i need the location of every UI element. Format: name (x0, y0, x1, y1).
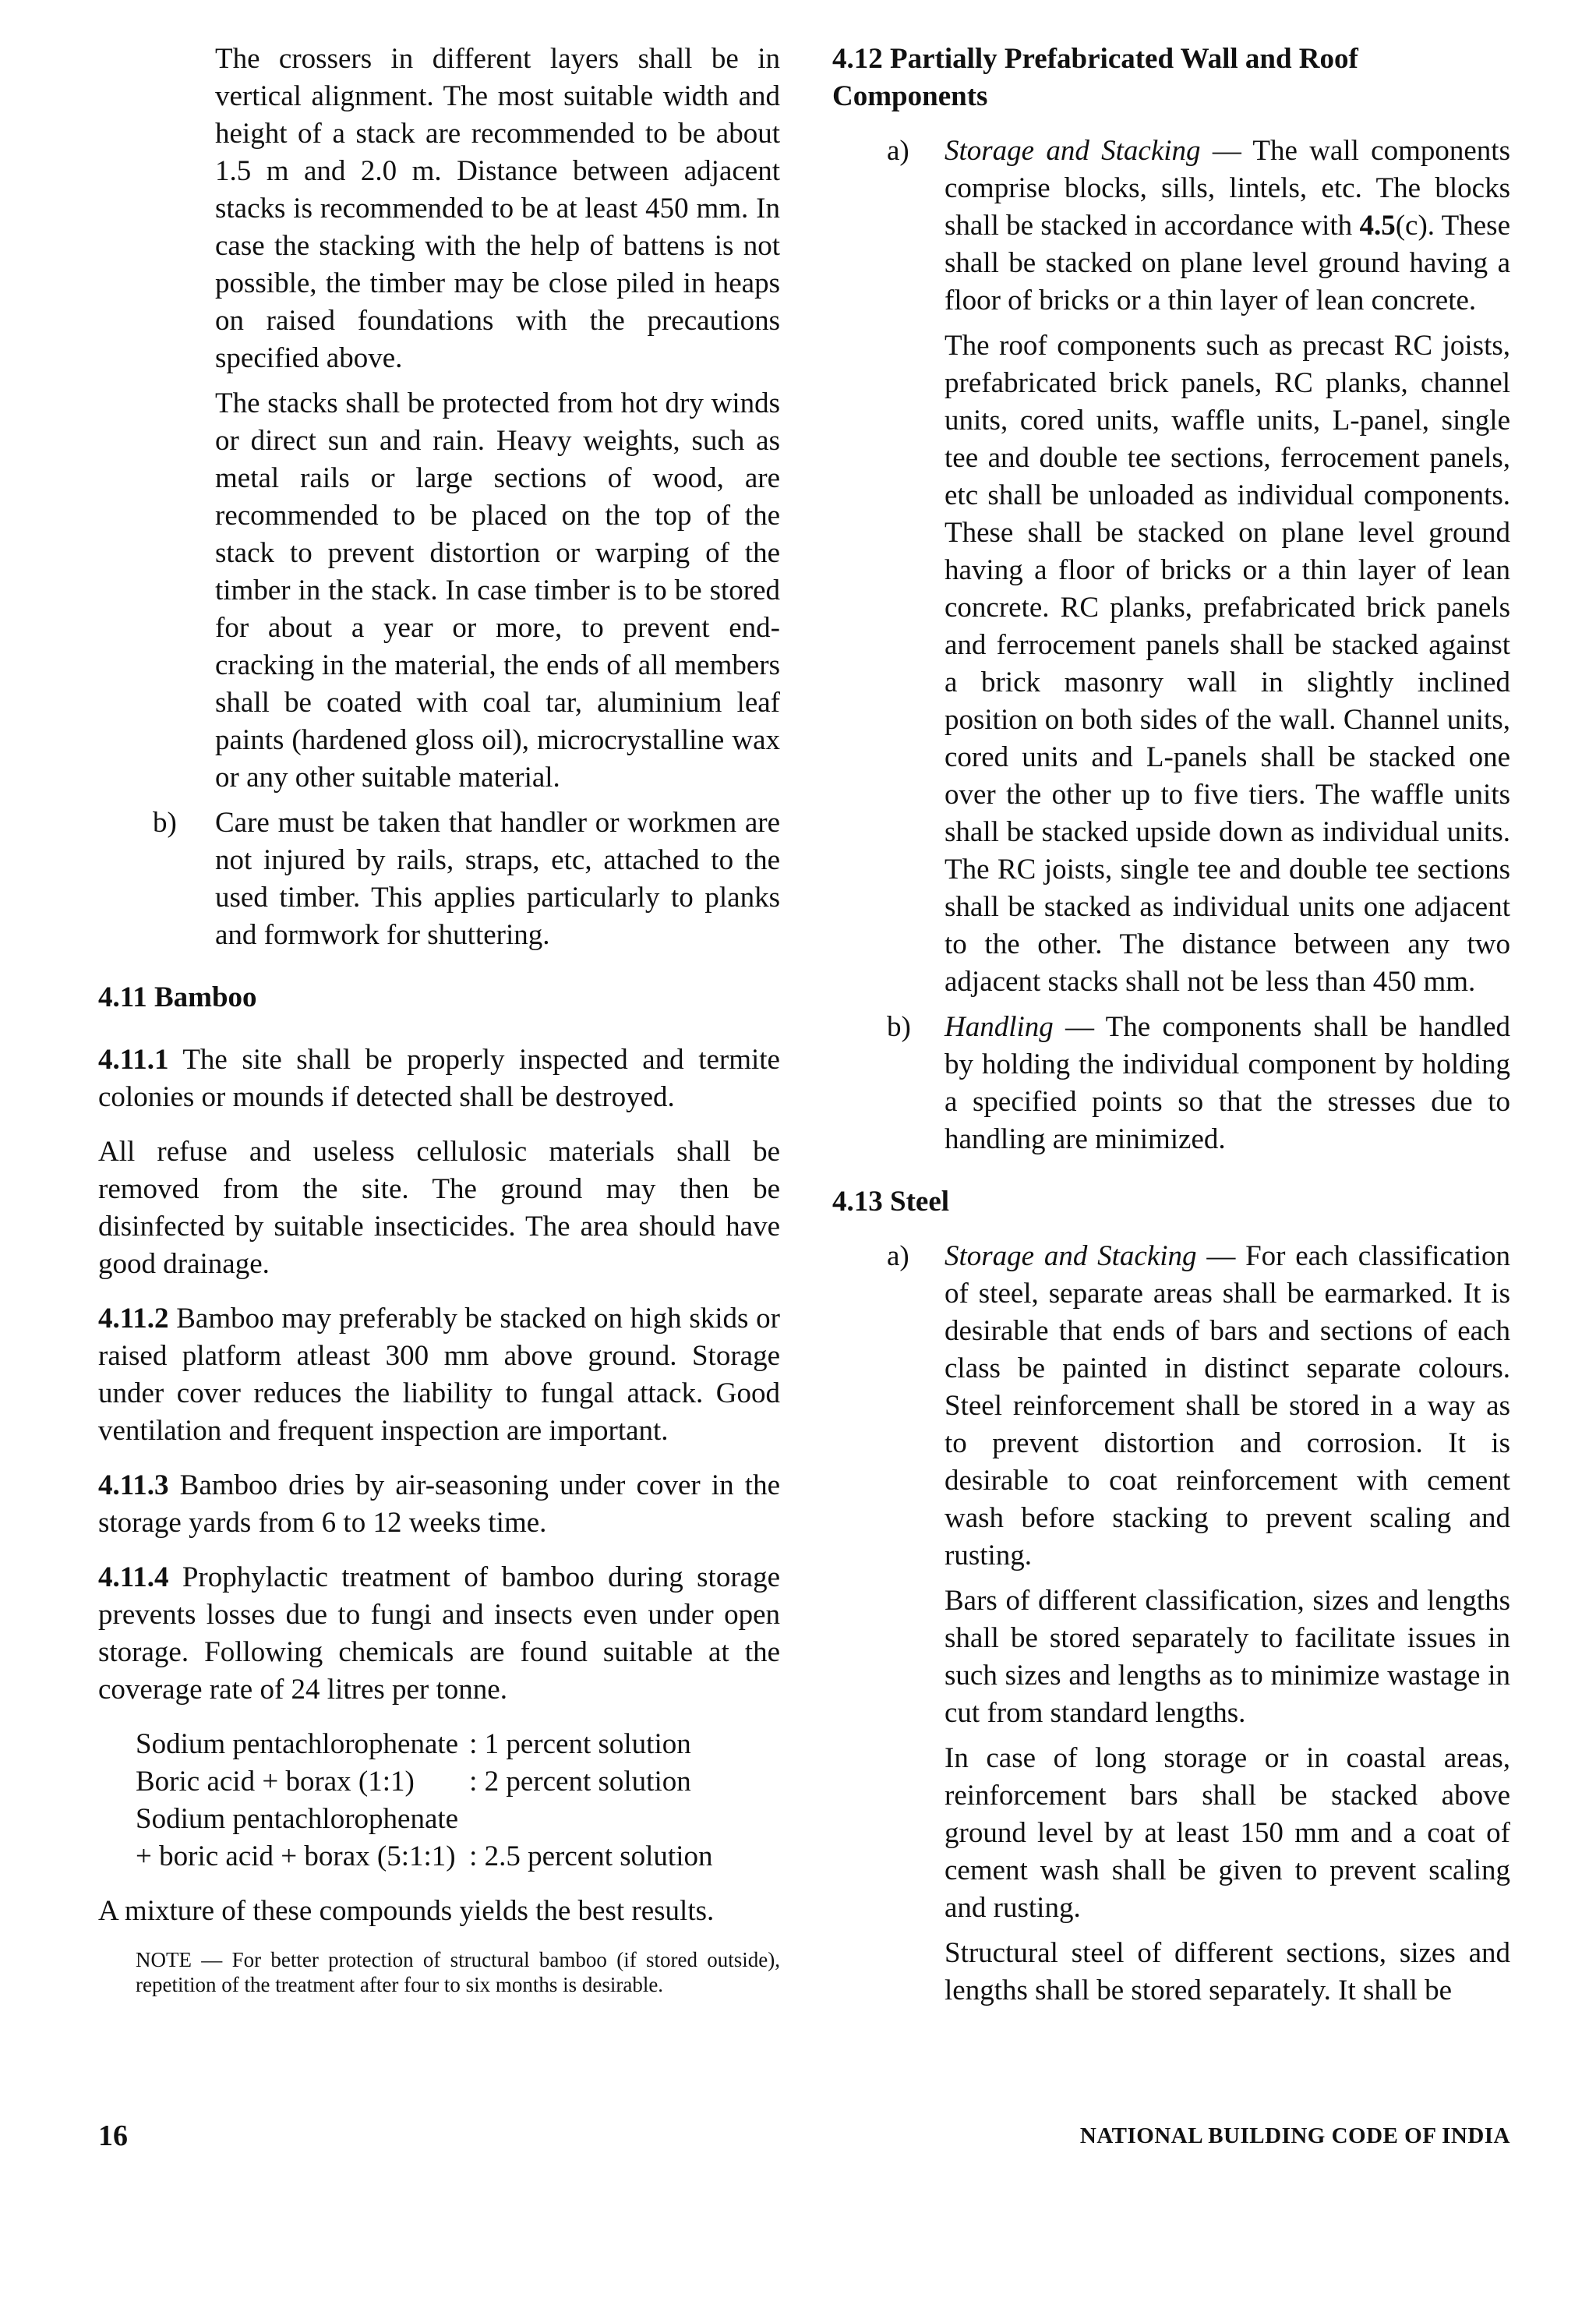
clause-4-11-2 (98, 1300, 780, 1450)
item-text: — The components shall be handled by holding the individual component by holding a specified points so that the stresses due to handling are minimized. (945, 1011, 1510, 1155)
clause-4-11-3 (98, 1467, 780, 1542)
page-number: 16 (98, 2119, 128, 2152)
footer-title: NATIONAL BUILDING CODE OF INDIA (1079, 2123, 1510, 2148)
clause-number: 4.11.3 (98, 1469, 169, 1501)
chemical-name: Boric acid + borax (1:1) (136, 1766, 415, 1798)
list-item-a-steel (832, 1238, 1510, 1575)
left-column (98, 41, 780, 1997)
list-label-b: b) (887, 1011, 911, 1043)
item-text-cont: (c). These shall be stacked on plane level ground having a floor of bricks or a thin layer of lean concrete. (945, 210, 1510, 316)
paragraph-bars: Bars of different classification, sizes and lengths shall be stored separately to facilitate issues in such sizes and lengths as to minimize wastage in cut from standard lengths. (945, 1585, 1510, 1729)
item-title: Storage and Stacking (945, 135, 1201, 167)
clause-number: 4.11.2 (98, 1303, 169, 1335)
list-label-a: a) (887, 135, 909, 167)
clause-number: 4.11.4 (98, 1561, 169, 1593)
paragraph-long-storage: In case of long storage or in coastal areas, reinforcement bars shall be stacked above ground level by at least 150 mm and a coat of cement wash shall be given to prevent scaling and rusting. (945, 1742, 1510, 1924)
chemical-row (136, 1726, 712, 1763)
list-text-b (945, 1009, 1510, 1158)
list-label-b: b) (153, 807, 177, 839)
chemical-value: : 2.5 percent solution (469, 1840, 713, 1872)
chemical-name: Sodium pentachlorophenate (136, 1803, 459, 1835)
chemical-row (136, 1801, 712, 1838)
paragraph-roof: The roof components such as precast RC joists, prefabricated brick panels, RC planks, channel units, cored units, waffle units, L-panel, single tee and double tee sections, ferrocement panels, etc shall be unloaded as individual components. These shall be stacked on plane level ground having a floor of bricks or a thin layer of lean concrete. RC planks, prefabricated brick panels and ferrocement panels shall be stacked against a brick masonry wall in slightly inclined position on both sides of the wall. Channel units, cored units and L-panels shall be stacked one over the other up to five tiers. The waffle units shall be stacked upside down as individual units. The RC joists, single tee and double tee sections shall be stacked as individual units one adjacent to the other. The distance between any two adjacent stacks shall not be less than 450 mm. (945, 330, 1510, 998)
paragraph-stacks: The stacks shall be protected from hot dry winds or direct sun and rain. Heavy weights, such as metal rails or large sections of wood, are recommended to be placed on the top of the stack to prevent distortion or warping of the timber in the stack. In case timber is to be stored for about a year or more, to prevent end-cracking in the material, the ends of all members shall be coated with coal tar, aluminium leaf paints (hardened gloss oil), microcrystalline wax or any other suitable material. (215, 387, 780, 794)
item-title: Handling (945, 1011, 1054, 1043)
clause-text: The site shall be properly inspected and termite colonies or mounds if detected shall be destroyed. (98, 1044, 780, 1113)
item-text: — For each classification of steel, separate areas shall be earmarked. It is desirable that ends of bars and sections of each class be painted in distinct separate colours. Steel reinforcement shall be stored in a way as to prevent distortion and corrosion. It is desirable to coat reinforcement with cement wash before stacking to prevent scaling and rusting. (945, 1240, 1510, 1571)
paragraph-mixture: A mixture of these compounds yields the best results. (98, 1895, 715, 1927)
list-text-a (945, 133, 1510, 320)
clause-text: Prophylactic treatment of bamboo during storage prevents losses due to fungi and insects even under open storage. Following chemicals are found suitable at the coverage rate of 24 litres per tonne. (98, 1561, 780, 1706)
paragraph-crossers: The crossers in different layers shall be in vertical alignment. The most suitable width and height of a stack are recommended to be about 1.5 m and 2.0 m. Distance between adjacent stacks is recommended to be at least 450 mm. In case the stacking with the help of battens is not possible, the timber may be close piled in heaps on raised foundations with the precautions specified above. (215, 43, 780, 374)
clause-reference: 4.5 (1359, 210, 1396, 242)
item-text: — The wall components comprise blocks, sills, lintels, etc. The blocks shall be stacked in accordance with (945, 135, 1510, 242)
paragraph-refuse: All refuse and useless cellulosic materials shall be removed from the site. The ground may then be disinfected by suitable insecticides. The area should have good drainage. (98, 1136, 780, 1280)
chemical-name: + boric acid + borax (5:1:1) (136, 1840, 456, 1872)
right-column (832, 41, 1510, 2010)
chemical-value (458, 1801, 712, 1838)
clause-4-11-4 (98, 1559, 780, 1709)
clause-number: 4.11.1 (98, 1044, 169, 1076)
list-item-b (98, 804, 780, 954)
paragraph-structural-steel: Structural steel of different sections, sizes and lengths shall be stored separately. It shall be (945, 1937, 1510, 2006)
heading-steel: 4.13 Steel (832, 1186, 950, 1218)
list-item-b-handling (832, 1009, 1510, 1158)
chemical-table (136, 1726, 712, 1876)
chemical-row (136, 1763, 712, 1801)
clause-4-11-1 (98, 1041, 780, 1116)
list-item-a (832, 133, 1510, 320)
heading-bamboo: 4.11 Bamboo (98, 981, 257, 1013)
note: NOTE — For better protection of structural bamboo (if stored outside), repetition of the treatment after four to six months is desirable. (136, 1948, 780, 1996)
chemical-name: Sodium pentachlorophenate (136, 1728, 459, 1760)
heading-4-12: 4.12 Partially Prefabricated Wall and Roof Components (832, 43, 1358, 112)
list-label-a: a) (887, 1240, 909, 1272)
clause-text: Bamboo may preferably be stacked on high skids or raised platform atleast 300 mm above ground. Storage under cover reduces the liability to fungal attack. Good ventilation and frequent inspection are important. (98, 1303, 780, 1447)
chemical-value: : 2 percent solution (469, 1766, 691, 1798)
chemical-row (136, 1838, 712, 1876)
item-title: Storage and Stacking (945, 1240, 1197, 1272)
clause-text: Bamboo dries by air-seasoning under cover in the storage yards from 6 to 12 weeks time. (98, 1469, 780, 1539)
chemical-value: : 1 percent solution (469, 1728, 691, 1760)
list-text-a (945, 1238, 1510, 1575)
list-text-b: Care must be taken that handler or workmen are not injured by rails, straps, etc, attached to the used timber. This applies particularly to planks and formwork for shuttering. (215, 807, 780, 951)
